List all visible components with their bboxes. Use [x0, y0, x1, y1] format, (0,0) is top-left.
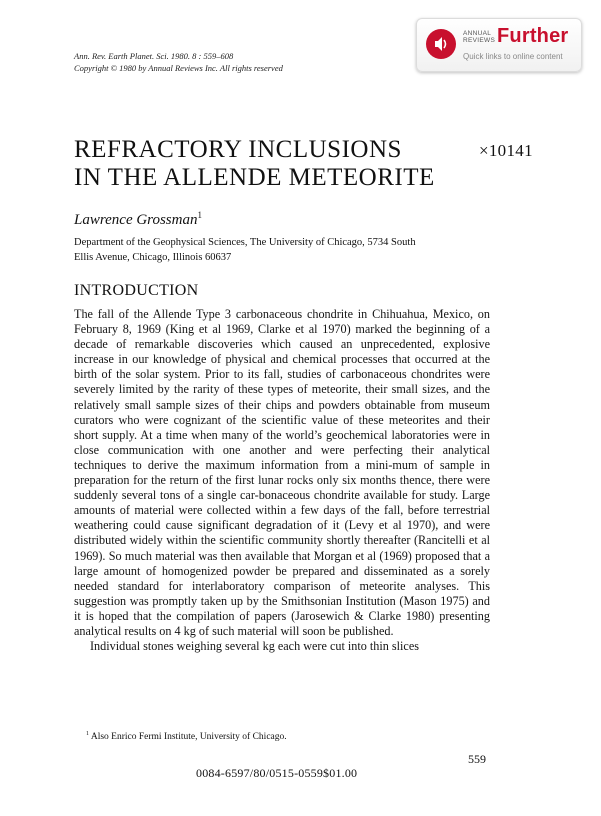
accession-number: ×10141 — [479, 141, 533, 160]
title-line-1: REFRACTORY INCLUSIONS — [74, 136, 402, 163]
footnote-mark: 1 — [86, 731, 89, 737]
footnote-text: Also Enrico Fermi Institute, University of Chicago. — [89, 732, 287, 743]
price-code: 0084-6597/80/0515-0559$01.00 — [196, 766, 358, 780]
affiliation-line-2: Ellis Avenue, Chicago, Illinois 60637 — [74, 252, 232, 263]
badge-further-label: Further — [497, 25, 569, 47]
section-heading: INTRODUCTION — [74, 282, 199, 299]
article-title — [74, 136, 454, 192]
copyright-line: Copyright © 1980 by Annual Reviews Inc. All rights reserved — [74, 63, 283, 73]
author — [74, 210, 202, 229]
page-number: 559 — [468, 752, 486, 766]
sound-play-icon — [426, 29, 456, 59]
author-name: Lawrence Grossman — [74, 212, 198, 228]
paragraph: Individual stones weighing several kg each were cut into thin slices — [90, 639, 419, 654]
body-text — [74, 307, 490, 654]
paragraph: The fall of the Allende Type 3 carbonaceous chondrite in Chihuahua, Mexico, on February 8, 1969 (King et al 1969, Clarke et al 1970) marked the beginning of a decade of remarkable discoveries which caused an unprecedented, explosive increase in our knowledge of physical and chemical processes that occurred at the birth of the solar system. Prior to its fall, studies of carbonaceous chondrites were severely limited by the rarity of these types of meteorite, their small sizes, and the relatively small sample sizes of their chips and powders obtainable from museum curators who were cognizant of the scientific value of these meteorites and their short supply. At a time when many of the world’s geochemical laboratories were in close communication with one another and were perfecting their analytical techniques to derive the maximum information from a mini-mum of sample in preparation for the return of the first lunar rocks only six months thence, there were suddenly several tons of a single car-bonaceous chondrite available for study. Large amounts of material were collected within a few days of the fall, before terrestrial weathering could cause significant degradation of it (Levy et al 1970), and were distributed widely within the scientific community shortly thereafter (Rancitelli et al 1969). So much material was then available that Morgan et al (1969) proposed that a large amount of homogenized powder be prepared and disseminated as a sorely needed standard for interlaboratory comparison of meteorite analyses. This suggestion was promptly taken up by the Smithsonian Institution (Mason 1975) and it is hoped that the compilation of papers (Jarosewich & Clarke 1980) presenting analytical results on 4 kg of such material will soon be published. — [74, 307, 490, 638]
author-footnote-mark: 1 — [197, 210, 202, 220]
badge-publisher-name: ANNUAL REVIEWS — [463, 30, 496, 44]
journal-citation: Ann. Rev. Earth Planet. Sci. 1980. 8 : 559–608 — [74, 51, 234, 61]
journal-header — [74, 50, 283, 74]
author-affiliation — [74, 235, 504, 265]
title-line-2: IN THE ALLENDE METEORITE — [74, 164, 435, 191]
badge-subtitle: Quick links to online content — [463, 52, 563, 61]
footnote — [86, 731, 287, 742]
annual-reviews-further-badge[interactable] — [416, 18, 582, 72]
affiliation-line-1: Department of the Geophysical Sciences, The University of Chicago, 5734 South — [74, 237, 416, 248]
